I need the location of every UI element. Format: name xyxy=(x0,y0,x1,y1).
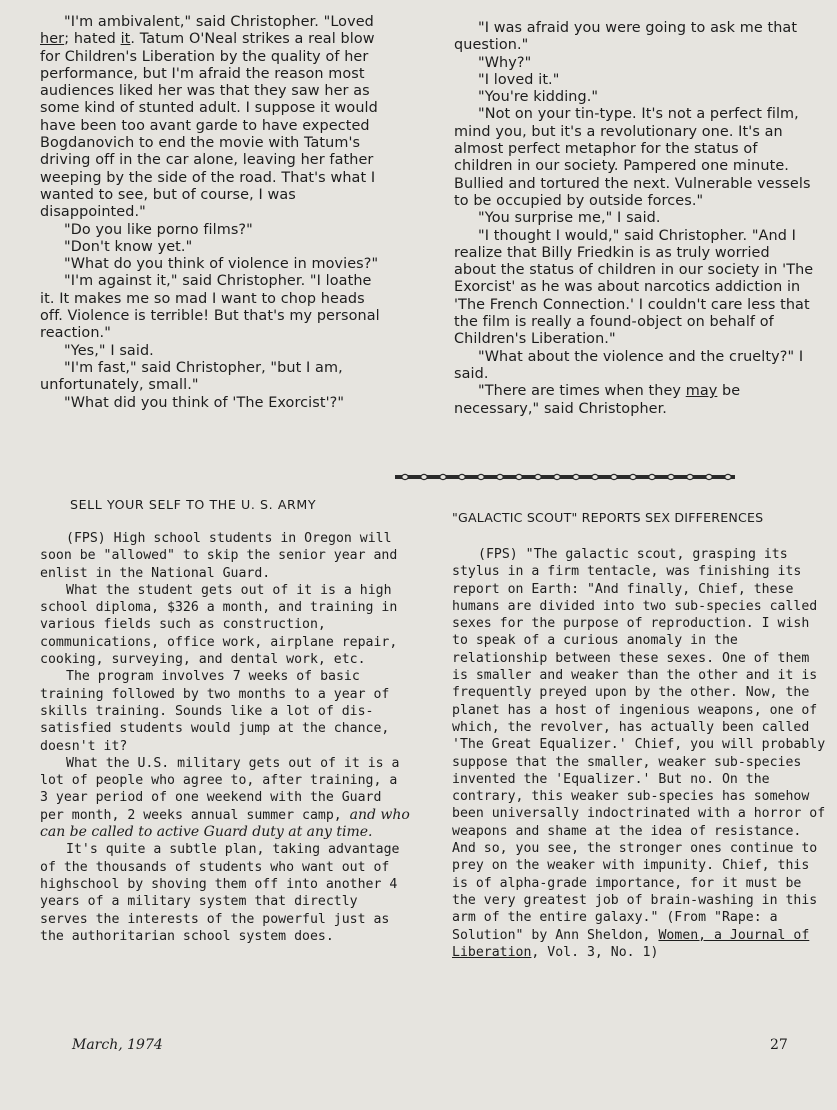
story-paragraph: "I'm fast," said Christopher, "but I am, unfortunately, small." xyxy=(40,359,343,394)
story-paragraph: "There are times when they may be necessary," said Christopher. xyxy=(454,383,741,417)
scout-headline: "GALACTIC SCOUT" REPORTS SEX DIFFERENCES xyxy=(452,510,764,525)
article-paragraph: (FPS) "The galactic scout, grasping its stylus in a firm tentacle, was finishing its report on Earth: "And finally, Chief, these humans are divided into two sub-species called sexes for the purpose of reproduction. I wish to speak of a curious anomaly in the relationship between these sexes. One of them is smaller and weaker than the other and it is frequently preyed upon by the other. Now, the planet has a host of ingenious weapons, one of which, the revolver, has actually been called 'The Great Equalizer.' Chief, you will probably suppose that the smaller, weaker sub-species invented the 'Equalizer.' But no. On the contrary, this weaker sub-species has somehow been universally indoctrinated with a horror of weapons and shame at the idea of resistance. And so, you see, the stronger ones continue to prey on the weaker with impunity. Chief, this is of alpha-grade importance, for it must be the very greatest job of brain-washing in this arm of the entire galaxy." (From "Rape: a Solution" by Ann Sheldon, Women, a Journal of Liberation, Vol. 3, No. 1) xyxy=(452,547,826,960)
story-paragraph: "I was afraid you were going to ask me that question." xyxy=(454,20,798,54)
story-paragraph: "Yes," I said. xyxy=(64,342,154,359)
story-paragraph: "I'm ambivalent," said Christopher. "Loved her; hated it. Tatum O'Neal strikes a real blow for Children's Liberation by the quality of her performance, but I'm afraid the reason most audiences liked her was that they saw her as some kind of stunted adult. I suppose it would have been too avant garde to have expected Bogdanovich to end the movie with Tatum's driving off in the car alone, leaving her father weeping by the side of the road. That's what I wanted to see, but of course, I was disappointed." xyxy=(40,14,378,221)
article-paragraph: What the student gets out of it is a high school diploma, $326 a month, and training in various fields such as construction, communications, office work, airplane repair, cooking, surveying, and dental work, etc. xyxy=(40,582,398,668)
story-paragraph: "Not on your tin-type. It's not a perfect film, mind you, but it's a revolutionary one. It's an almost perfect metaphor for the status of children in our society. Pampered one minute. Bullied and tortured the next. Vulnerable vessels to be occupied by outside forces." xyxy=(454,106,811,209)
story-paragraph: "You're kidding." xyxy=(478,89,599,106)
article-paragraph: The program involves 7 weeks of basic training followed by two months to a year of skills training. Sounds like a lot of dis-satisfied students would jump at the chance, doesn't it? xyxy=(40,669,390,754)
army-headline: SELL YOUR SELF TO THE U. S. ARMY xyxy=(70,497,317,512)
article-paragraph: (FPS) High school students in Oregon will soon be "allowed" to skip the senior year and enlist in the National Guard. xyxy=(40,531,398,581)
story-paragraph: "I thought I would," said Christopher. "And I realize that Billy Friedkin is as truly worried about the status of children in our society in 'The Exorcist' as he was about narcotics addiction in 'The French Connection.' I couldn't care less that the film is really a found-object on behalf of Children's Liberation." xyxy=(454,227,814,348)
story-column-left xyxy=(40,14,390,412)
story-paragraph: "Don't know yet." xyxy=(64,238,193,255)
story-paragraph: "I loved it." xyxy=(478,71,560,88)
ornamental-divider xyxy=(395,470,735,484)
article-paragraph: It's quite a subtle plan, taking advantage of the thousands of students who want out of highschool by shoving them off into another 4 years of a military system that directly serves the interests of the powerful just as the authoritarian school system does. xyxy=(40,842,400,944)
army-article xyxy=(40,530,412,945)
story-paragraph: "What about the violence and the cruelty?" I said. xyxy=(454,348,804,382)
story-paragraph: "Why?" xyxy=(478,54,532,71)
page-number: 27 xyxy=(770,1037,788,1053)
article-paragraph: What the U.S. military gets out of it is a lot of people who agree to, after training, a 3 year period of one weekend with the Guard per month, 2 weeks annual summer camp, and who can be called to active Guard duty at any time. xyxy=(40,755,410,841)
issue-date: March, 1974 xyxy=(72,1037,163,1053)
story-paragraph: "Do you like porno films?" xyxy=(64,221,253,238)
story-paragraph: "What did you think of 'The Exorcist'?" xyxy=(64,394,345,411)
story-paragraph: "What do you think of violence in movies?" xyxy=(64,256,379,273)
story-paragraph: "I'm against it," said Christopher. "I loathe it. It makes me so mad I want to chop heads off. Violence is terrible! But that's my personal reaction." xyxy=(40,273,380,342)
scout-article xyxy=(452,546,832,961)
story-paragraph: "You surprise me," I said. xyxy=(478,210,661,227)
story-column-right xyxy=(454,20,814,418)
